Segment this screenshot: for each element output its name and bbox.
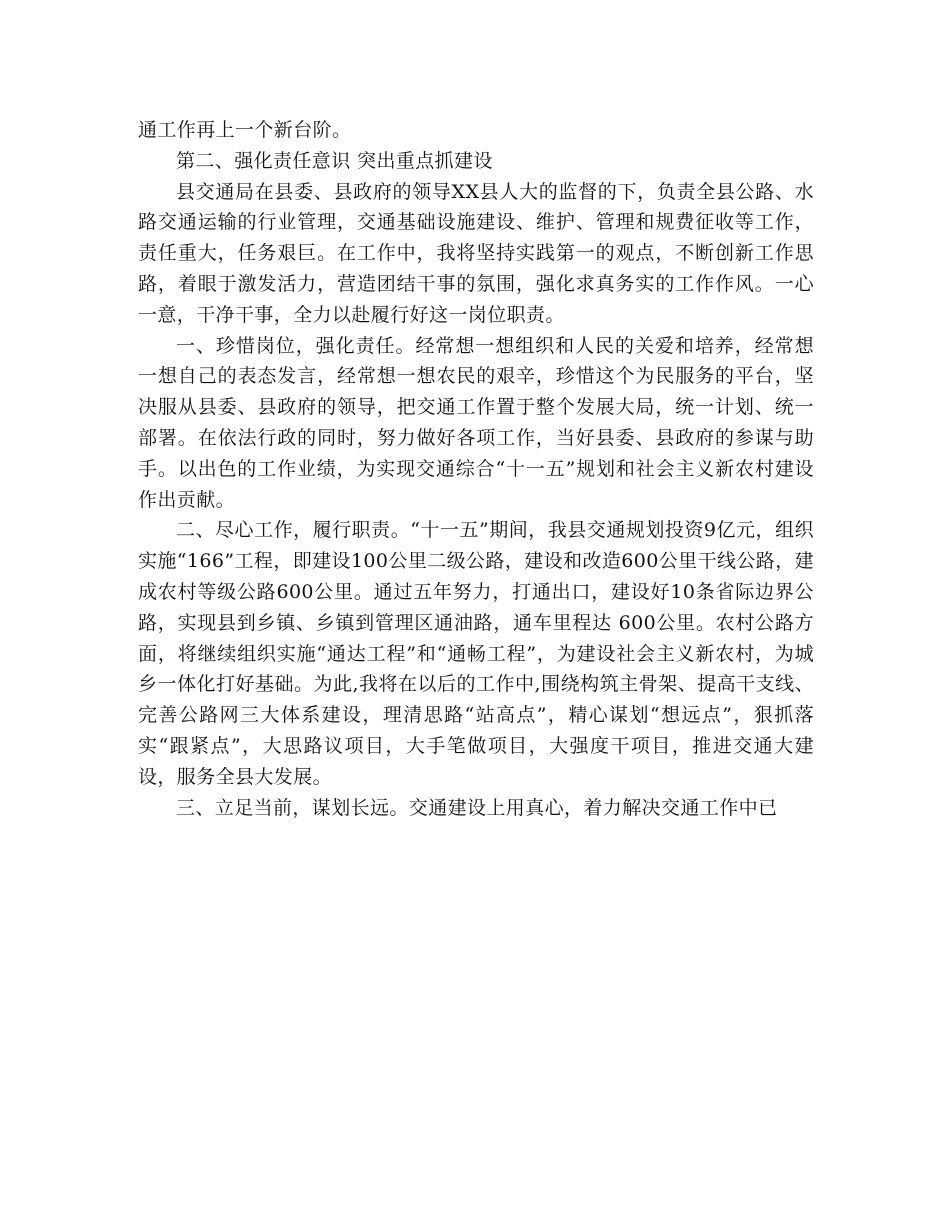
paragraph-intro: 县交通局在县委、县政府的领导XX县人大的监督的下，负责全县公路、水路交通运输的行业管理，交通基础设施建设、维护、管理和规费征收等工作，责任重大，任务艰巨。在工作中，我将坚持实践第一的观点，不断创新工作思路，着眼于激发活力，营造团结干事的氛围，强化求真务实的工作作风。一心一意，干净干事，全力以赴履行好这一岗位职责。 [138, 180, 814, 326]
paragraph-item-2: 二、尽心工作，履行职责。“十一五”期间，我县交通规划投资9亿元，组织实施“166”工程，即建设100公里二级公路，建设和改造600公里干线公路，建成农村等级公路600公里。通过五年努力，打通出口，建设好10条省际边界公路，实现县到乡镇、乡镇到管理区通油路，通车里程达 600公里。农村公路方面，将继续组织实施“通达工程”和“通畅工程”，为建设社会主义新农村，为城乡一体化打好基础。为此,我将在以后的工作中,围绕构筑主骨架、提高干支线、完善公路网三大体系建设，理清思路“站高点”，精心谋划“想远点”，狠抓落实“跟紧点”，大思路议项目，大手笔做项目，大强度干项目，推进交通大建设，服务全县大发展。 [138, 519, 814, 788]
paragraph-item-3: 三、立足当前，谋划长远。交通建设上用真心，着力解决交通工作中已 [176, 796, 778, 819]
paragraph-continuation: 通工作再上一个新台阶。 [138, 119, 352, 141]
paragraph-item-1: 一、珍惜岗位，强化责任。经常想一想组织和人民的关爱和培养，经常想一想自己的表态发言，经常想一想农民的艰辛，珍惜这个为民服务的平台，坚决服从县委、县政府的领导，把交通工作置于整个发展大局，统一计划、统一部署。在依法行政的同时，努力做好各项工作，当好县委、县政府的参谋与助手。以出色的工作业绩，为实现交通综合“十一五”规划和社会主义新农村建设作出贡献。 [138, 334, 814, 511]
document-body [138, 115, 814, 823]
section-heading: 第二、强化责任意识 突出重点抓建设 [176, 149, 493, 172]
